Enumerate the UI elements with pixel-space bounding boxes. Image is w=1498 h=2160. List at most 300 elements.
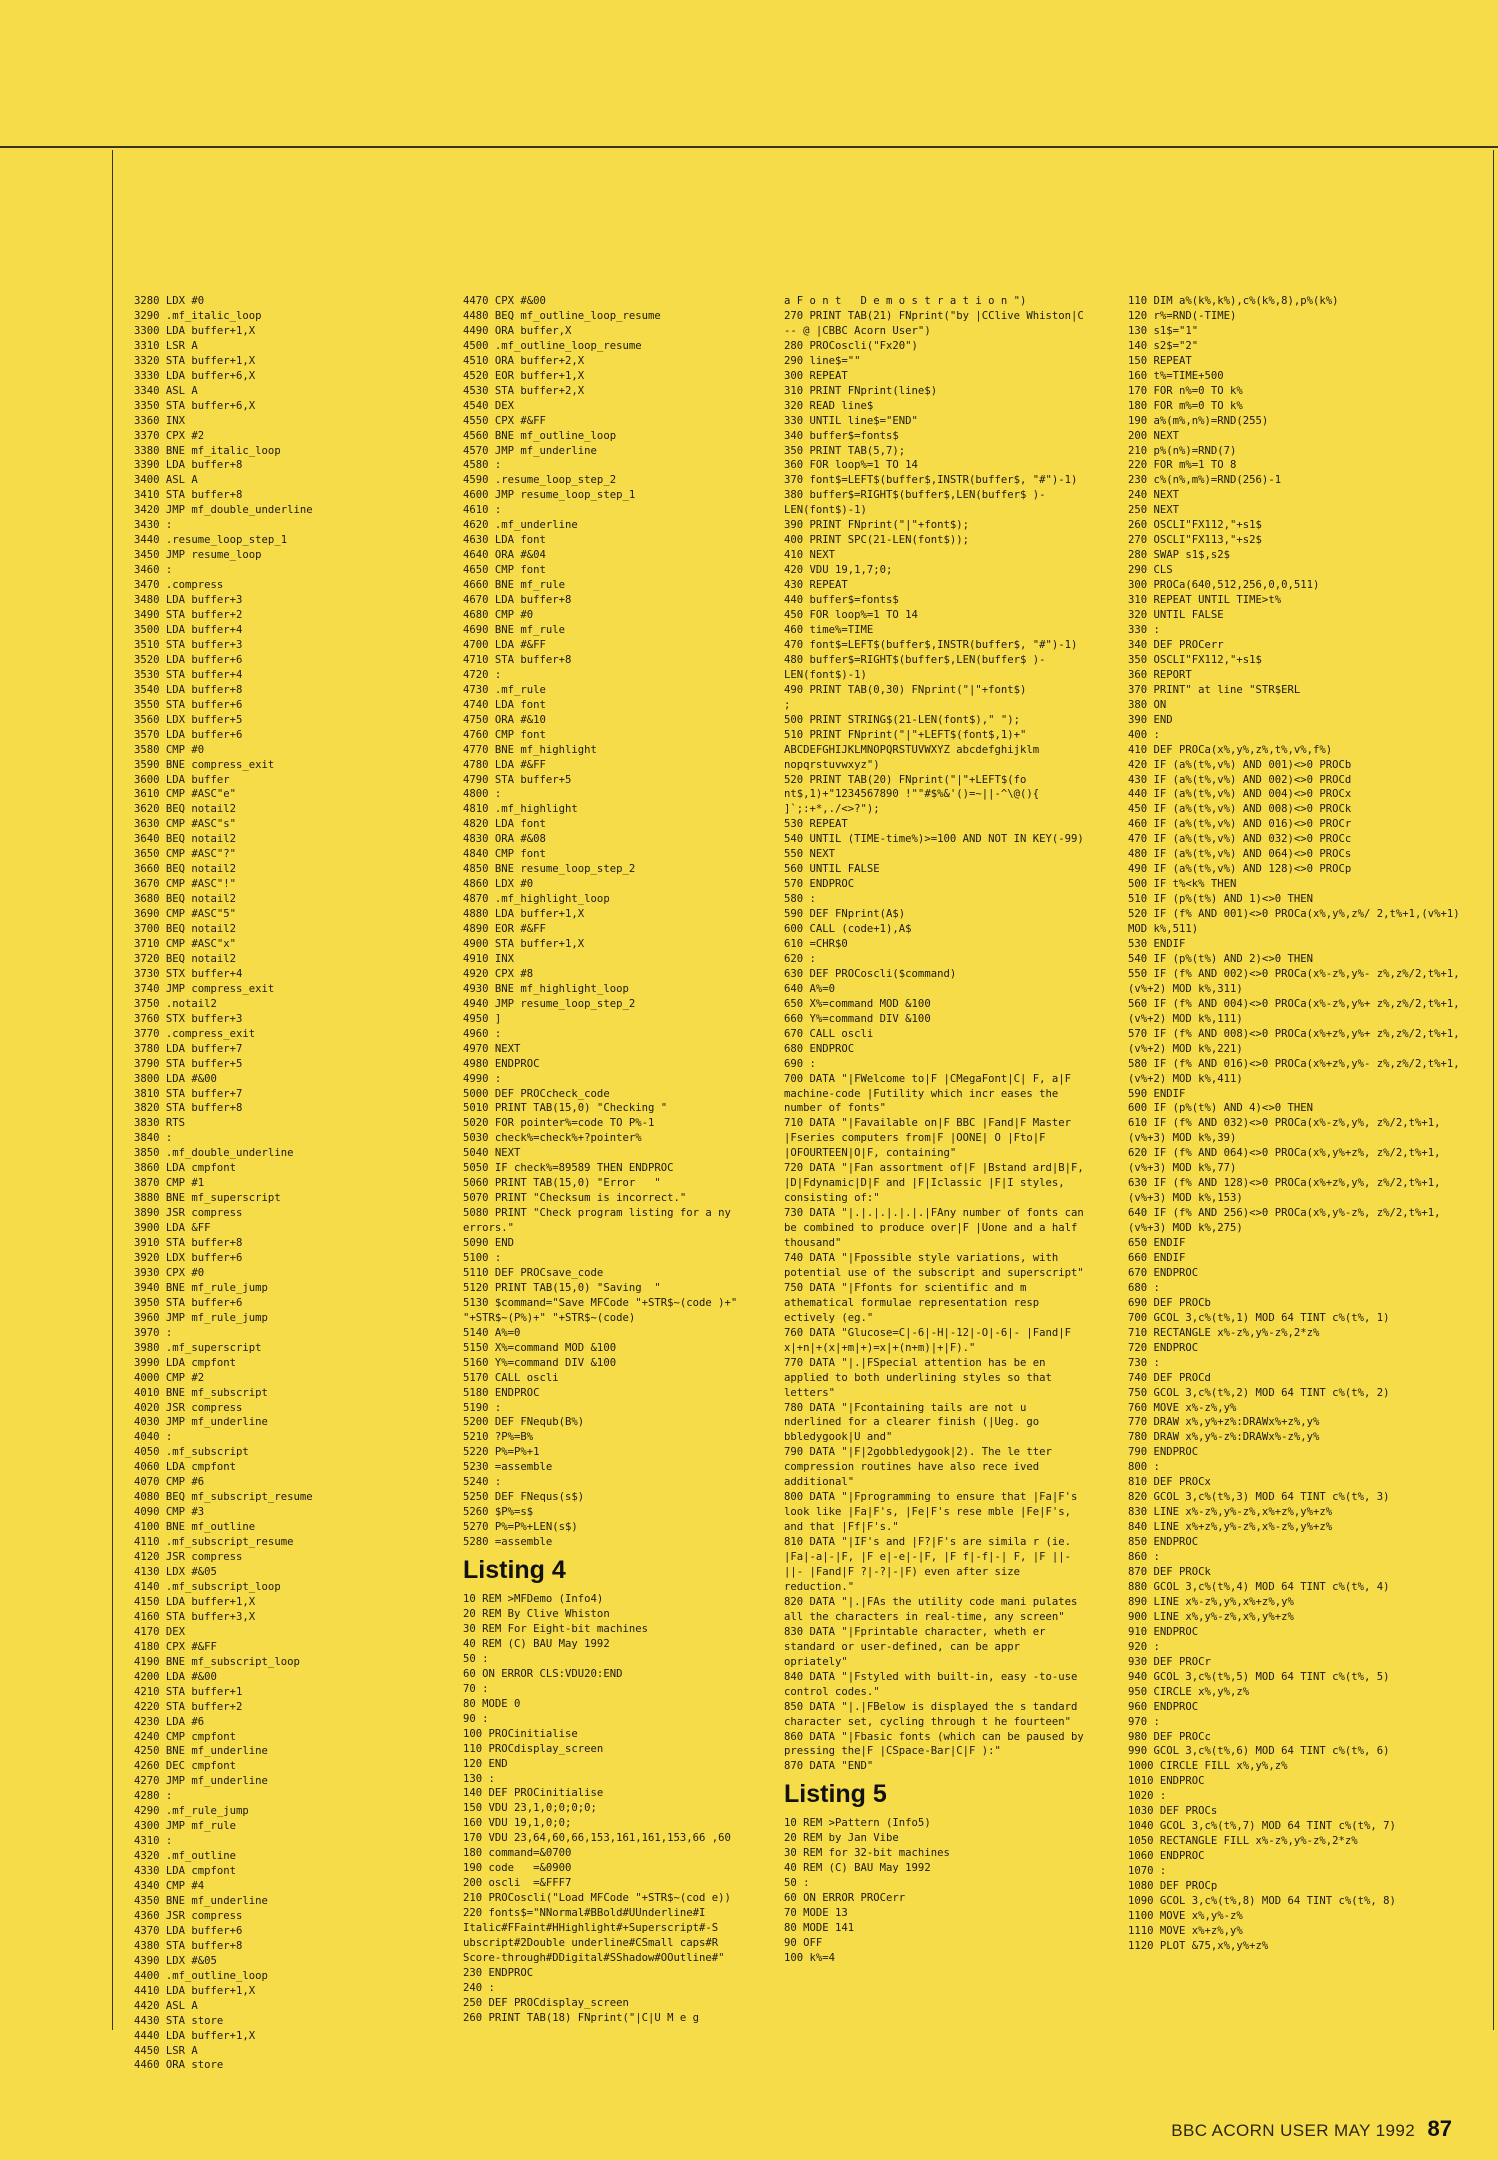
code-line: 4950 ] [463,1012,502,1025]
code-line: 800 DATA "|Fprogramming to ensure that |Fa|F's look like |Fa|F's, |Fe|F's rese mble |Fe|F's, and that |Ff|F's." [784,1491,1084,1534]
code-line: 3470 .compress [134,579,224,592]
code-line: 300 REPEAT [784,369,848,382]
code-line: 3840 : [134,1132,173,1145]
code-line: 700 DATA "|FWelcome to|F |CMegaFont|C| F, a|F machine-code |Futility which incr eases the number of fonts" [784,1072,1078,1115]
code-line: 580 : [784,893,816,906]
code-line: 4790 STA buffer+5 [463,773,572,786]
code-line: 610 IF (f% AND 032)<>0 PROCa(x%-z%,y%, z%/2,t%+1,(v%+3) MOD k%,39) [1128,1117,1441,1145]
code-line: 3940 BNE mf_rule_jump [134,1281,268,1294]
code-line: 1080 DEF PROCp [1128,1880,1218,1893]
code-line: 990 GCOL 3,c%(t%,6) MOD 64 TINT c%(t%, 6) [1128,1745,1390,1758]
code-line: 240 NEXT [1128,489,1180,502]
code-line: 70 : [463,1682,489,1695]
code-line: 4080 BEQ mf_subscript_resume [134,1491,313,1504]
code-line: 3750 .notail2 [134,997,217,1010]
code-line: 3660 BEQ notail2 [134,863,237,876]
code-line: 970 : [1128,1715,1160,1728]
code-line: 1120 PLOT &75,x%,y%+z% [1128,1939,1269,1952]
page-number: 87 [1427,2116,1452,2141]
code-line: 3450 JMP resume_loop [134,549,262,562]
code-line: 140 s2$="2" [1128,339,1199,352]
code-line: 4580 : [463,459,502,472]
code-line: 590 DEF FNprint(A$) [784,908,906,921]
code-line: 1040 GCOL 3,c%(t%,7) MOD 64 TINT c%(t%, 7) [1128,1820,1396,1833]
code-line: 280 SWAP s1$,s2$ [1128,549,1231,562]
code-line: 4190 BNE mf_subscript_loop [134,1655,300,1668]
code-line: 490 IF (a%(t%,v%) AND 128)<>0 PROCp [1128,863,1352,876]
code-line: 310 PRINT FNprint(line$) [784,384,938,397]
code-line: 930 DEF PROCr [1128,1655,1211,1668]
code-line: 4570 JMP mf_underline [463,444,597,457]
code-line: 310 REPEAT UNTIL TIME>t% [1128,594,1282,607]
code-line: 3960 JMP mf_rule_jump [134,1311,268,1324]
code-line: 10 REM >MFDemo (Info4) [463,1593,604,1606]
code-line: 20 REM By Clive Whiston [463,1608,610,1621]
code-line: 340 DEF PROCerr [1128,638,1224,651]
code-line: 4390 LDX #&05 [134,1954,217,1967]
code-line: 290 CLS [1128,564,1173,577]
code-line: 780 DRAW x%,y%-z%:DRAWx%-z%,y% [1128,1431,1320,1444]
code-line: 460 time%=TIME [784,623,874,636]
code-line: 330 UNTIL line$="END" [784,414,918,427]
code-line: 4990 : [463,1072,502,1085]
code-line: 470 font$=LEFT$(buffer$,INSTR(buffer$, "#")-1) [784,638,1078,651]
code-line: 5070 PRINT "Checksum is incorrect." [463,1192,687,1205]
code-line: 520 IF (f% AND 001)<>0 PROCa(x%,y%,z%/ 2,t%+1,(v%+1) MOD k%,511) [1128,908,1467,936]
code-line: 290 line$="" [784,354,861,367]
code-line: 3290 .mf_italic_loop [134,309,262,322]
code-line: 430 REPEAT [784,579,848,592]
code-line: 100 k%=4 [784,1951,836,1964]
code-line: 4420 ASL A [134,1999,198,2012]
code-line: 440 buffer$=fonts$ [784,594,899,607]
code-line: 4060 LDA cmpfont [134,1461,237,1474]
code-line: 3850 .mf_double_underline [134,1147,294,1160]
code-line: 1020 : [1128,1790,1167,1803]
code-line: 4640 ORA #&04 [463,549,546,562]
code-line: 4830 ORA #&08 [463,833,546,846]
code-line: 880 GCOL 3,c%(t%,4) MOD 64 TINT c%(t%, 4) [1128,1580,1390,1593]
code-line: 70 MODE 13 [784,1907,848,1920]
code-line: 4410 LDA buffer+1,X [134,1984,256,1997]
code-line: 4310 : [134,1835,173,1848]
code-line: 3600 LDA buffer [134,773,230,786]
code-line: 4530 STA buffer+2,X [463,384,585,397]
listing-column-2 [463,294,743,2026]
code-line: 130 : [463,1772,495,1785]
code-line: 3830 RTS [134,1117,186,1130]
code-line: 4960 : [463,1027,502,1040]
code-line: 750 GCOL 3,c%(t%,2) MOD 64 TINT c%(t%, 2) [1128,1386,1390,1399]
code-line: 240 : [463,1981,495,1994]
code-line: 610 =CHR$0 [784,937,848,950]
code-line: 200 NEXT [1128,429,1180,442]
code-line: 810 DATA "|IF's and |F?|F's are simila r (ie. |Fa|-a|-|F, |F e|-e|-|F, |F f|-f|-| F, |F ||-||- |Fand|F ?|-?|-|F) even after size reduction." [784,1536,1078,1593]
code-line: 670 ENDPROC [1128,1266,1199,1279]
code-line: 870 DEF PROCk [1128,1566,1211,1579]
code-line: 740 DEF PROCd [1128,1371,1211,1384]
code-line: 4670 LDA buffer+8 [463,594,572,607]
code-line: 3610 CMP #ASC"e" [134,788,237,801]
code-line: 3950 STA buffer+6 [134,1296,243,1309]
code-line: 3540 LDA buffer+8 [134,683,243,696]
code-line: 3710 CMP #ASC"x" [134,937,237,950]
code-line: 3980 .mf_superscript [134,1341,262,1354]
code-line: 3390 LDA buffer+8 [134,459,243,472]
code-line: 4970 NEXT [463,1042,521,1055]
code-line: 4910 INX [463,952,515,965]
code-line: 4210 STA buffer+1 [134,1685,243,1698]
code-line: 5150 X%=command MOD &100 [463,1341,617,1354]
code-line: 3310 LSR A [134,339,198,352]
code-line: 450 FOR loop%=1 TO 14 [784,609,918,622]
listing-heading: Listing 4 [463,1556,566,1585]
code-line: 700 GCOL 3,c%(t%,1) MOD 64 TINT c%(t%, 1) [1128,1311,1390,1324]
code-line: 770 DATA "|.|FSpecial attention has be en applied to both underlining styles so that letters" [784,1356,1059,1399]
code-line: 4150 LDA buffer+1,X [134,1595,256,1608]
code-line: 280 PROCoscli("Fx20") [784,339,918,352]
code-line: 4920 CPX #8 [463,967,534,980]
code-line: 4220 STA buffer+2 [134,1700,243,1713]
code-line: 730 DATA "|.|.|.|.|.|.|FAny number of fonts can be combined to produce over|F |Uone and a half thousand" [784,1207,1091,1250]
code-line: 640 A%=0 [784,982,836,995]
code-line: 4070 CMP #6 [134,1476,205,1489]
code-line: 210 p%(n%)=RND(7) [1128,444,1237,457]
code-line: 330 : [1128,623,1160,636]
code-line: 4940 JMP resume_loop_step_2 [463,997,636,1010]
code-line: 4880 LDA buffer+1,X [463,908,585,921]
code-line: 120 r%=RND(-TIME) [1128,309,1237,322]
code-line: 900 LINE x%,y%-z%,x%,y%+z% [1128,1610,1294,1623]
code-line: 3480 LDA buffer+3 [134,594,243,607]
code-line: 1110 MOVE x%+z%,y% [1128,1924,1243,1937]
code-line: 4840 CMP font [463,848,546,861]
code-line: 400 : [1128,728,1160,741]
code-line: 630 DEF PROCoscli($command) [784,967,957,980]
code-line: 4470 CPX #&00 [463,295,546,307]
code-line: 4260 DEC cmpfont [134,1760,237,1773]
code-line: 420 IF (a%(t%,v%) AND 001)<>0 PROCb [1128,758,1352,771]
code-line: 3990 LDA cmpfont [134,1356,237,1369]
code-line: 760 MOVE x%-z%,y% [1128,1401,1237,1414]
code-line: 3900 LDA &FF [134,1222,211,1235]
code-line: 3380 BNE mf_italic_loop [134,444,281,457]
code-line: 4850 BNE resume_loop_step_2 [463,863,636,876]
code-line: 3920 LDX buffer+6 [134,1252,243,1264]
code-line: 170 VDU 23,64,60,66,153,161,161,153,66 ,60 [463,1832,731,1845]
code-line: 320 UNTIL FALSE [1128,609,1224,622]
code-line: 5080 PRINT "Check program listing for a ny errors." [463,1207,738,1235]
code-line: 4550 CPX #&FF [463,414,546,427]
code-line: 530 REPEAT [784,818,848,831]
code-line: 490 PRINT TAB(0,30) FNprint("|"+font$) [784,683,1027,696]
code-line: 3700 BEQ notail2 [134,923,237,936]
code-line: 3520 LDA buffer+6 [134,653,243,666]
code-line: 270 OSCLI"FX113,"+s2$ [1128,534,1262,547]
code-line: 500 PRINT STRING$(21-LEN(font$)," "); [784,713,1020,726]
code-line: 4590 .resume_loop_step_2 [463,474,617,487]
code-line: 4760 CMP font [463,728,546,741]
code-line: 4030 JMP mf_underline [134,1416,268,1429]
code-line: 3500 LDA buffer+4 [134,623,243,636]
code-line: 220 FOR m%=1 TO 8 [1128,459,1237,472]
code-line: 790 ENDPROC [1128,1446,1199,1459]
listing-column-3 [784,294,1091,1966]
code-line: 3730 STX buffer+4 [134,967,243,980]
code-line: 4930 BNE mf_highlight_loop [463,982,629,995]
code-line: 3870 CMP #1 [134,1177,205,1190]
code-line: 430 IF (a%(t%,v%) AND 002)<>0 PROCd [1128,773,1352,786]
code-line: 720 ENDPROC [1128,1341,1199,1354]
code-line: 4800 : [463,788,502,801]
listing-column-4 [1128,294,1468,1954]
code-line: 4160 STA buffer+3,X [134,1610,256,1623]
code-line: 4330 LDA cmpfont [134,1865,237,1878]
code-line: 390 PRINT FNprint("|"+font$); [784,519,969,532]
code-line: 600 IF (p%(t%) AND 4)<>0 THEN [1128,1102,1313,1115]
code-line: 890 LINE x%-z%,y%,x%+z%,y% [1128,1595,1294,1608]
code-line: 210 PROCoscli("Load MFCode "+STR$~(cod e)) [463,1892,731,1905]
code-line: 3740 JMP compress_exit [134,982,275,995]
code-line: 110 DIM a%(k%,k%),c%(k%,8),p%(k%) [1128,295,1339,307]
code-line: ; [784,698,791,711]
code-line: 780 DATA "|Fcontaining tails are not u nderlined for a clearer finish (|Ueg. go bbledygook|U and" [784,1401,1046,1444]
code-line: 5210 ?P%=B% [463,1431,534,1444]
code-line: 3640 BEQ notail2 [134,833,237,846]
code-line: 510 PRINT FNprint("|"+LEFT$(font$,1)+" ABCDEFGHIJKLMNOPQRSTUVWXYZ abcdefghijklm nopqrstuvwxyz") [784,728,1046,771]
code-line: 800 : [1128,1461,1160,1474]
code-line: 4040 : [134,1431,173,1444]
code-line: 5160 Y%=command DIV &100 [463,1356,617,1369]
code-line: 4270 JMP mf_underline [134,1775,268,1788]
code-line: 710 RECTANGLE x%-z%,y%-z%,2*z% [1128,1326,1320,1339]
code-line: 3530 STA buffer+4 [134,668,243,681]
code-line: 10 REM >Pattern (Info5) [784,1817,931,1830]
code-line: 3760 STX buffer+3 [134,1012,243,1025]
code-line: 190 code =&0900 [463,1862,572,1875]
code-line: 770 DRAW x%,y%+z%:DRAWx%+z%,y% [1128,1416,1320,1429]
code-line: 1060 ENDPROC [1128,1850,1205,1863]
code-line: 150 VDU 23,1,0;0;0;0; [463,1802,597,1815]
code-line: 360 FOR loop%=1 TO 14 [784,459,918,472]
code-line: 850 DATA "|.|FBelow is displayed the s tandard character set, cycling through t he fourteen" [784,1700,1084,1728]
code-line: 3280 LDX #0 [134,295,205,307]
code-line: 190 a%(m%,n%)=RND(255) [1128,414,1269,427]
code-line: 500 IF t%<k% THEN [1128,878,1237,891]
code-line: 4600 JMP resume_loop_step_1 [463,489,636,502]
code-line: 30 REM For Eight-bit machines [463,1622,648,1635]
code-line: 680 ENDPROC [784,1042,855,1055]
code-line: 570 IF (f% AND 008)<>0 PROCa(x%+z%,y%+ z%,z%/2,t%+1,(v%+2) MOD k%,221) [1128,1027,1460,1055]
code-line: 350 OSCLI"FX112,"+s1$ [1128,653,1262,666]
code-line: 3800 LDA #&00 [134,1072,217,1085]
code-line: 110 PROCdisplay_screen [463,1742,604,1755]
code-line: 5120 PRINT TAB(15,0) "Saving " [463,1281,661,1294]
code-line: 60 ON ERROR PROCerr [784,1892,906,1905]
code-line: 90 OFF [784,1936,823,1949]
code-line: 4180 CPX #&FF [134,1640,217,1653]
code-line: 3490 STA buffer+2 [134,609,243,622]
code-line: 20 REM by Jan Vibe [784,1832,899,1845]
code-line: 4780 LDA #&FF [463,758,546,771]
code-line: 230 ENDPROC [463,1966,534,1979]
code-line: 4100 BNE mf_outline [134,1521,256,1534]
code-line: 4620 .mf_underline [463,519,578,532]
code-line: 320 READ line$ [784,399,874,412]
code-line: 3930 CPX #0 [134,1266,205,1279]
code-line: 810 DEF PROCx [1128,1476,1211,1489]
code-line: 3560 LDX buffer+5 [134,713,243,726]
code-line: 4540 DEX [463,399,515,412]
code-line: 4020 JSR compress [134,1401,243,1414]
code-line: 660 ENDIF [1128,1252,1186,1264]
code-line: 640 IF (f% AND 256)<>0 PROCa(x%,y%-z%, z%/2,t%+1,(v%+3) MOD k%,275) [1128,1207,1441,1235]
code-line: 650 X%=command MOD &100 [784,997,931,1010]
code-line: 200 oscli =&FFF7 [463,1877,572,1890]
code-line: 4230 LDA #6 [134,1715,205,1728]
code-line: 80 MODE 0 [463,1697,521,1710]
code-line: 630 IF (f% AND 128)<>0 PROCa(x%+z%,y%, z%/2,t%+1,(v%+3) MOD k%,153) [1128,1177,1441,1205]
code-line: 1070 : [1128,1865,1167,1878]
code-line: 740 DATA "|Fpossible style variations, with potential use of the subscript and superscript" [784,1252,1084,1279]
code-line: 50 : [463,1652,489,1665]
code-line: 360 REPORT [1128,668,1192,681]
code-line: 4630 LDA font [463,534,546,547]
code-line: 3300 LDA buffer+1,X [134,324,256,337]
code-line: 160 t%=TIME+500 [1128,369,1224,382]
code-line: 660 Y%=command DIV &100 [784,1012,931,1025]
code-line: 90 : [463,1712,489,1725]
code-line: 130 s1$="1" [1128,324,1199,337]
code-line: 420 VDU 19,1,7;0; [784,564,893,577]
code-line: 5050 IF check%=89589 THEN ENDPROC [463,1162,674,1175]
code-line: 450 IF (a%(t%,v%) AND 008)<>0 PROCk [1128,803,1352,816]
code-line: 3680 BEQ notail2 [134,893,237,906]
code-line: 3360 INX [134,414,186,427]
code-line: 4340 CMP #4 [134,1880,205,1893]
code-line: 4120 JSR compress [134,1551,243,1564]
code-line: 560 IF (f% AND 004)<>0 PROCa(x%-z%,y%+ z%,z%/2,t%+1,(v%+2) MOD k%,111) [1128,997,1460,1025]
code-line: 5010 PRINT TAB(15,0) "Checking " [463,1102,668,1115]
code-line: 4400 .mf_outline_loop [134,1969,268,1982]
code-line: 4820 LDA font [463,818,546,831]
code-line: 940 GCOL 3,c%(t%,5) MOD 64 TINT c%(t%, 5) [1128,1670,1390,1683]
code-line: 950 CIRCLE x%,y%,z% [1128,1685,1250,1698]
code-line: 4440 LDA buffer+1,X [134,2029,256,2042]
code-line: 390 END [1128,713,1173,726]
code-line: 560 UNTIL FALSE [784,863,880,876]
code-line: 820 DATA "|.|FAs the utility code mani pulates all the characters in real-time, any screen" [784,1595,1084,1623]
code-line: 5020 FOR pointer%=code TO P%-1 [463,1117,655,1130]
code-line: 4810 .mf_highlight [463,803,578,816]
top-rule [0,146,1498,148]
code-line: 820 GCOL 3,c%(t%,3) MOD 64 TINT c%(t%, 3) [1128,1491,1390,1504]
code-line: 300 PROCa(640,512,256,0,0,511) [1128,579,1320,592]
code-line: 5260 $P%=s$ [463,1506,534,1519]
code-line: 180 FOR m%=0 TO k% [1128,399,1243,412]
code-line: 840 LINE x%+z%,y%-z%,x%-z%,y%+z% [1128,1521,1333,1534]
code-line: 3460 : [134,564,173,577]
code-line: 4710 STA buffer+8 [463,653,572,666]
code-line: 4170 DEX [134,1625,186,1638]
code-line: 5100 : [463,1252,502,1264]
code-line: 980 DEF PROCc [1128,1730,1211,1743]
code-line: 30 REM for 32-bit machines [784,1847,950,1860]
code-line: 260 PRINT TAB(18) FNprint("|C|U M e g [463,2011,699,2024]
code-line: 540 IF (p%(t%) AND 2)<>0 THEN [1128,952,1313,965]
code-line: 4380 STA buffer+8 [134,1939,243,1952]
code-line: 710 DATA "|Favailable on|F BBC |Fand|F Master |Fseries computers from|F |OONE| O |Fto|F |OFOURTEEN|O|F, containing" [784,1117,1078,1160]
code-line: a F o n t D e m o s t r a t i o n ") [784,295,1027,307]
code-line: 50 : [784,1877,810,1890]
code-line: 620 : [784,952,816,965]
code-line: 5000 DEF PROCcheck_code [463,1087,610,1100]
code-line: 3440 .resume_loop_step_1 [134,534,288,547]
code-line: 650 ENDIF [1128,1237,1186,1250]
code-line: 1030 DEF PROCs [1128,1805,1218,1818]
code-line: 4130 LDX #&05 [134,1566,217,1579]
code-line: 3510 STA buffer+3 [134,638,243,651]
code-line: 3340 ASL A [134,384,198,397]
code-line: 510 IF (p%(t%) AND 1)<>0 THEN [1128,893,1313,906]
code-line: 4690 BNE mf_rule [463,623,566,636]
code-line: 470 IF (a%(t%,v%) AND 032)<>0 PROCc [1128,833,1352,846]
code-line: 690 DEF PROCb [1128,1296,1211,1309]
code-line: 760 DATA "Glucose=C|-6|-H|-12|-O|-6|- |Fand|F x|+n|+(x|+m|+)=x|+(n+m)|+|F)." [784,1326,1078,1354]
code-line: 5030 check%=check%+?pointer% [463,1132,642,1145]
code-line: 830 LINE x%-z%,y%-z%,x%+z%,y%+z% [1128,1506,1333,1519]
code-line: 670 CALL oscli [784,1027,874,1040]
code-line: 860 : [1128,1551,1160,1564]
code-line: 4140 .mf_subscript_loop [134,1580,281,1593]
code-line: 410 NEXT [784,549,836,562]
code-line: 380 ON [1128,698,1167,711]
code-line: 5140 A%=0 [463,1326,521,1339]
code-line: 570 ENDPROC [784,878,855,891]
code-line: 540 UNTIL (TIME-time%)>=100 AND NOT IN KEY(-99) [784,833,1084,846]
code-line: 830 DATA "|Fprintable character, wheth er standard or user-defined, can be appr opriately" [784,1625,1052,1668]
code-line: 5270 P%=P%+LEN(s$) [463,1521,578,1534]
code-line: 5060 PRINT TAB(15,0) "Error " [463,1177,661,1190]
code-line: 4350 BNE mf_underline [134,1894,268,1907]
code-line: 5090 END [463,1237,515,1250]
code-line: 5180 ENDPROC [463,1386,540,1399]
code-line: 4860 LDX #0 [463,878,534,891]
code-line: 3330 LDA buffer+6,X [134,369,256,382]
code-line: 4280 : [134,1790,173,1803]
code-line: 3670 CMP #ASC"!" [134,878,237,891]
code-line: 4520 EOR buffer+1,X [463,369,585,382]
code-line: 400 PRINT SPC(21-LEN(font$)); [784,534,969,547]
code-line: 4320 .mf_outline [134,1850,237,1863]
code-line: 3790 STA buffer+5 [134,1057,243,1070]
code-line: 160 VDU 19,1,0;0; [463,1817,572,1830]
code-line: 3620 BEQ notail2 [134,803,237,816]
code-line: 4500 .mf_outline_loop_resume [463,339,642,352]
code-line: 600 CALL (code+1),A$ [784,923,912,936]
code-line: 180 command=&0700 [463,1847,572,1860]
code-line: 4460 ORA store [134,2059,224,2072]
code-line: 380 buffer$=RIGHT$(buffer$,LEN(buffer$ )-LEN(font$)-1) [784,489,1046,517]
code-line: 40 REM (C) BAU May 1992 [784,1862,931,1875]
code-line: 4870 .mf_highlight_loop [463,893,610,906]
code-line: 590 ENDIF [1128,1087,1186,1100]
code-line: 410 DEF PROCa(x%,y%,z%,t%,v%,f%) [1128,743,1333,756]
code-line: 3350 STA buffer+6,X [134,399,256,412]
code-line: 4700 LDA #&FF [463,638,546,651]
code-line: 3370 CPX #2 [134,429,205,442]
code-line: 3810 STA buffer+7 [134,1087,243,1100]
